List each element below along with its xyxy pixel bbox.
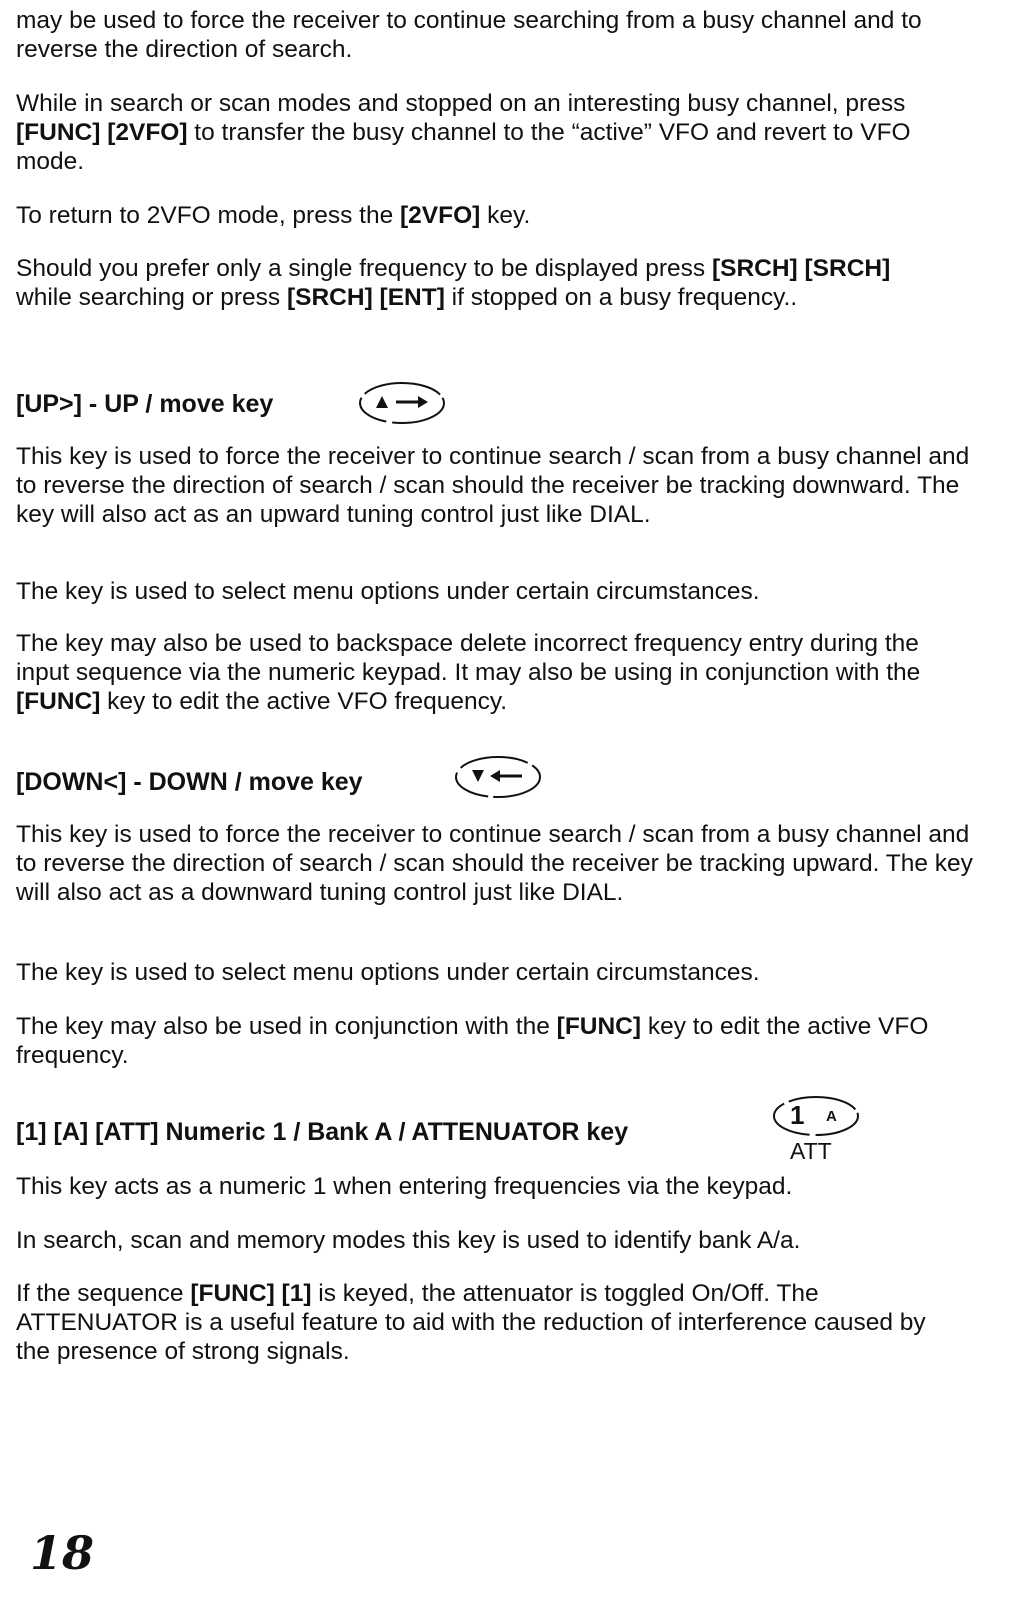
up-key-paragraph-1: This key is used to force the receiver to continue search / scan from a busy channel and to reverse the direction of search / scan should the receiver be tracking downward. The key will also act as an upward tuning control just like DIAL. — [16, 443, 970, 528]
down-key-heading: [DOWN<] - DOWN / move key — [16, 768, 363, 796]
intro-paragraph-2: While in search or scan modes and stopped on an interesting busy channel, press [FUNC] [2VFO] to transfer the busy channel to the “active” VFO and revert to VFO mode. — [16, 90, 911, 175]
numeric-1-paragraph-3: If the sequence [FUNC] [1] is keyed, the attenuator is toggled On/Off. The ATTENUATOR is a useful feature to aid with the reduction of interference caused by the presence of strong signals. — [16, 1280, 926, 1365]
numeric-1-paragraph-2: In search, scan and memory modes this key is used to identify bank A/a. — [16, 1227, 801, 1254]
up-key-paragraph-3: The key may also be used to backspace delete incorrect frequency entry during the input sequence via the numeric keypad. It may also be using in conjunction with the [FUNC] key to edit the active VFO frequency. — [16, 630, 921, 715]
up-arrow-key-icon — [356, 378, 448, 428]
numeric-1-key-heading: [1] [A] [ATT] Numeric 1 / Bank A / ATTENUATOR key — [16, 1118, 629, 1146]
up-key-paragraph-2: The key is used to select menu options under certain circumstances. — [16, 578, 760, 605]
key-sub-label: A — [826, 1108, 837, 1125]
numeric-1-paragraph-1: This key acts as a numeric 1 when entering frequencies via the keypad. — [16, 1173, 793, 1200]
intro-paragraph-3: To return to 2VFO mode, press the [2VFO] key. — [16, 202, 531, 229]
down-key-paragraph-3: The key may also be used in conjunction with the [FUNC] key to edit the active VFO frequency. — [16, 1013, 929, 1069]
numeric-1-key-icon — [768, 1094, 864, 1166]
up-key-heading: [UP>] - UP / move key — [16, 390, 274, 418]
intro-paragraph-1: may be used to force the receiver to continue searching from a busy channel and to reverse the direction of search. — [16, 7, 922, 63]
down-key-paragraph-2: The key is used to select menu options under certain circumstances. — [16, 959, 760, 986]
page-number: 18 — [30, 1526, 95, 1580]
down-arrow-key-icon — [452, 752, 544, 802]
key-function-label: ATT — [790, 1138, 832, 1164]
down-key-paragraph-1: This key is used to force the receiver to continue search / scan from a busy channel and to reverse the direction of search / scan should the receiver be tracking upward. The key will also act as a downward tuning control just like DIAL. — [16, 821, 973, 906]
intro-paragraph-4: Should you prefer only a single frequency to be displayed press [SRCH] [SRCH] while searching or press [SRCH] [ENT] if stopped on a busy frequency.. — [16, 255, 891, 311]
key-main-label: 1 — [790, 1100, 805, 1130]
